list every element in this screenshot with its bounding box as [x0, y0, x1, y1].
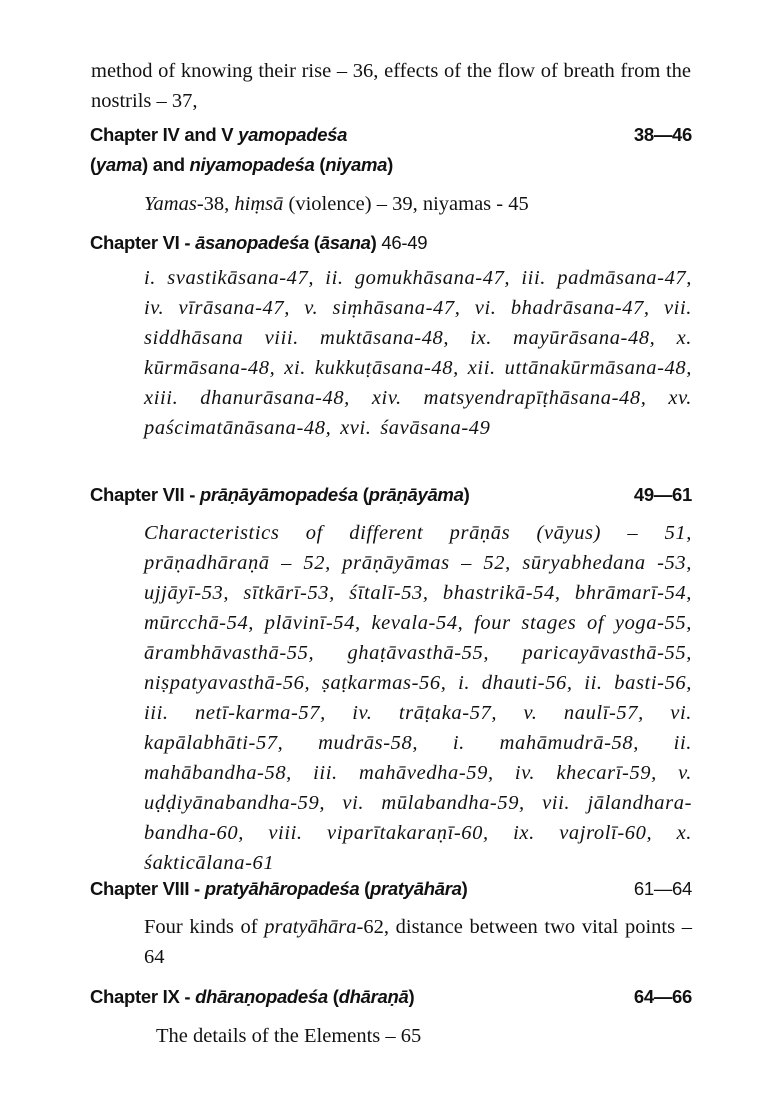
chapter-pages: 38—46 [633, 124, 692, 145]
chapter-term: dhāraṇopadeśa [195, 986, 328, 1007]
chapter-term: pratyāhāropadeśa [204, 878, 360, 899]
chapter-paren-term: pratyāhāra [370, 878, 462, 899]
chapter-heading-8: Chapter VIII - pratyāhāropadeśa (pratyāhāra) 61—64 [90, 874, 692, 904]
body-text: Four kinds of [144, 916, 258, 938]
chapter-heading-7: Chapter VII - prāṇāyāmopadeśa (prāṇāyāma) 49—61 [90, 480, 692, 510]
chapter-prefix: Chapter IV and V [90, 124, 234, 145]
term-pratyahara: pratyāhāra [264, 916, 357, 938]
chapter-term-niyama: niyama [325, 154, 388, 175]
chapter-body-8 [144, 912, 692, 972]
chapter-body-6: i. svastikāsana-47, ii. gomukhāsana-47, iii. padmāsana-47, iv. vīrāsana-47, v. siṃhāsana-47, vi. bhadrāsana-47, vii. siddhāsana viii. muktāsana-48, ix. mayūrāsana-48, x. kūrmāsana-48, xi. kukkuṭāsana-48, xii. uttānakūrmāsana-48, xiii. dhanurāsana-48, xiv. matsyendrapīṭhāsana-48, xv. paścimatānāsana-48, xvi. śavāsana-49 [144, 267, 692, 439]
chapter-paren-term: prāṇāyāma [368, 484, 464, 505]
chapter-pages: 46-49 [381, 232, 428, 253]
chapter-pages: 61—64 [633, 878, 692, 899]
chapter-term-niyamopadesa: niyamopadeśa [189, 154, 315, 175]
chapter-paren-term: āsana [319, 232, 371, 253]
chapter-paren-term: dhāraṇā [338, 986, 409, 1007]
chapter-and: and [152, 154, 185, 175]
chapter-term: yamopadeśa [238, 124, 348, 145]
chapter-term: prāṇāyāmopadeśa [199, 484, 358, 505]
chapter-body-7: Characteristics of different prāṇās (vāyus) – 51, prāṇadhāraṇā – 52, prāṇāyāmas – 52, sūryabhedana -53, ujjāyī-53, sītkārī-53, śītalī-53, bhastrikā-54, bhrāmarī-54, mūrcchā-54, plāvinī-54, kevala-54, four stages of yoga-55, ārambhāvasthā-55, ghaṭāvasthā-55, paricayāvasthā-55, niṣpatyavasthā-56, ṣaṭkarmas-56, i. dhauti-56, ii. basti-56, iii. netī-karma-57, iv. trāṭaka-57, v. naulī-57, vi. kapālabhāti-57, mudrās-58, i. mahāmudrā-58, ii. mahābandha-58, iii. mahāvedha-59, iv. khecarī-59, v. uḍḍiyānabandha-59, vi. mūlabandha-59, vii. jālandhara-bandha-60, viii. viparītakaraṇī-60, ix. vajrolī-60, x. śakticālana-61 [144, 522, 692, 874]
term-yamas: Yamas [144, 193, 197, 215]
term-himsa: hiṃsā [234, 193, 284, 215]
chapter-body-9: The details of the Elements – 65 [156, 1025, 422, 1047]
chapter-heading-6: Chapter VI - āsanopadeśa (āsana) 46-49 [90, 232, 428, 253]
intro-text: method of knowing their rise – 36, effects of the flow of breath from the nostrils – 37, [91, 60, 691, 112]
chapter-prefix: Chapter VI - [90, 232, 191, 253]
chapter-prefix: Chapter VIII - [90, 878, 200, 899]
chapter-body-4-5 [144, 189, 692, 219]
chapter-prefix: Chapter IX - [90, 986, 191, 1007]
chapter-heading-9: Chapter IX - dhāraṇopadeśa (dhāraṇā) 64—66 [90, 982, 692, 1012]
body-text: -62, distance between two vital points – 64 [144, 916, 692, 968]
chapter-term-yama: yama [95, 154, 142, 175]
chapter-term: āsanopadeśa [195, 232, 309, 253]
chapter-heading-4-5: Chapter IV and V yamopadeśa (yama) and niyamopadeśa (niyama) 38—46 [90, 120, 692, 180]
chapter-prefix: Chapter VII - [90, 484, 196, 505]
body-text: -38, [196, 193, 230, 215]
body-text: (violence) – 39, niyamas - 45 [288, 193, 529, 215]
chapter-pages: 64—66 [633, 986, 692, 1007]
chapter-pages: 49—61 [633, 484, 692, 505]
